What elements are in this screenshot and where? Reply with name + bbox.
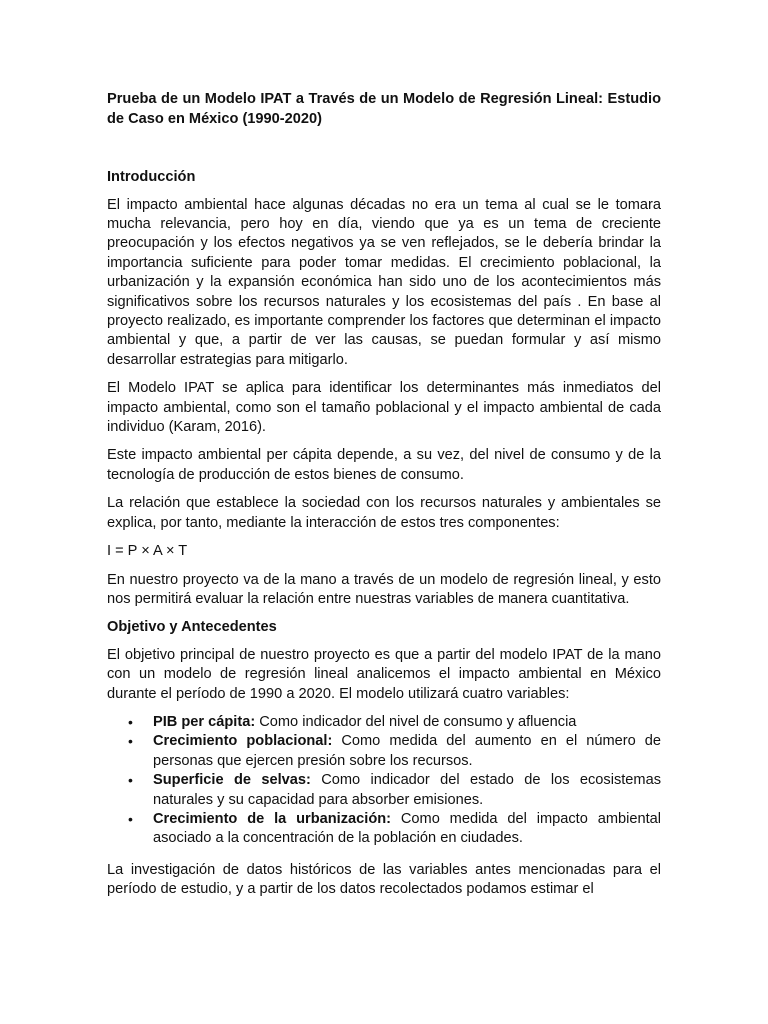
paragraph-intro-1: El impacto ambiental hace algunas décadas no era un tema al cual se le tomara mucha relevancia, pero hoy en día, viendo que ya es un tema de creciente preocupación y los efectos negativos ya se ven reflejados, se le debería brindar la importancia suficiente para poder tomar medidas. El crecimiento poblacional, la urbanización y la expansión económica han sido uno de los acontecimientos más significativos sobre los recursos naturales y los ecosistemas del país . En base al proyecto realizado, es importante comprender los factores que determinan el impacto ambiental y que, a partir de ver las causas, se puedan formular y así mismo desarrollar estrategias para mitigarlo. [107,196,661,368]
paragraph-intro-2: El Modelo IPAT se aplica para identificar los determinantes más inmediatos del impacto ambiental, como son el tamaño poblacional y el impacto ambiental de cada individuo (Karam, 2016). [107,380,661,436]
document-title: Prueba de un Modelo IPAT a Través de un Modelo de Regresión Lineal: Estudio de Caso en México (1990-2020) [107,91,661,127]
ipat-formula: I = P × A × T [107,543,188,560]
paragraph-intro-5: En nuestro proyecto va de la mano a través de un modelo de regresión lineal, y esto nos permitirá evaluar la relación entre nuestras variables de manera cuantitativa. [107,571,661,607]
variable-term: Superficie de selvas: [153,772,311,789]
paragraph-intro-3: Este impacto ambiental per cápita depende, a su vez, del nivel de consumo y de la tecnología de producción de estos bienes de consumo. [107,447,661,483]
variable-description: Como medida del impacto ambiental asociado a la concentración de la población en ciudades. [153,810,661,847]
variable-description: Como indicador del estado de los ecosistemas naturales y su capacidad para absorber emisiones. [153,772,661,808]
list-item-urbanizacion [107,810,661,849]
paragraph-objective-1: El objetivo principal de nuestro proyecto es que a partir del modelo IPAT de la mano con un modelo de regresión lineal analicemos el impacto ambiental en México durante el período de 1990 a 2020. El modelo utilizará cuatro variables: [107,646,661,702]
document-page [107,90,661,909]
section-heading-objetivo: Objetivo y Antecedentes [107,619,277,636]
section-heading-introduccion: Introducción [107,169,196,186]
bullet-icon: • [128,733,133,750]
paragraph-intro-4: La relación que establece la sociedad con los recursos naturales y ambientales se explica, por tanto, mediante la interacción de estos tres componentes: [107,495,661,531]
bullet-icon: • [128,713,133,730]
variable-description: Como medida del aumento en el número de personas que ejercen presión sobre los recursos. [153,733,661,769]
paragraph-objective-2: La investigación de datos históricos de las variables antes mencionadas para el período de estudio, y a partir de los datos recolectados podamos estimar el [107,861,661,898]
variables-list [107,713,661,849]
variable-term: PIB per cápita: [153,713,256,730]
variable-term: Crecimiento de la urbanización: [153,810,392,827]
bullet-icon: • [128,810,133,827]
variable-term: Crecimiento poblacional: [153,733,333,750]
list-item-superficie-selvas [107,771,661,810]
bullet-icon: • [128,772,133,789]
list-item-pib [107,713,661,732]
list-item-crecimiento-poblacional [107,732,661,771]
variable-description: Como indicador del nivel de consumo y afluencia [255,713,577,730]
